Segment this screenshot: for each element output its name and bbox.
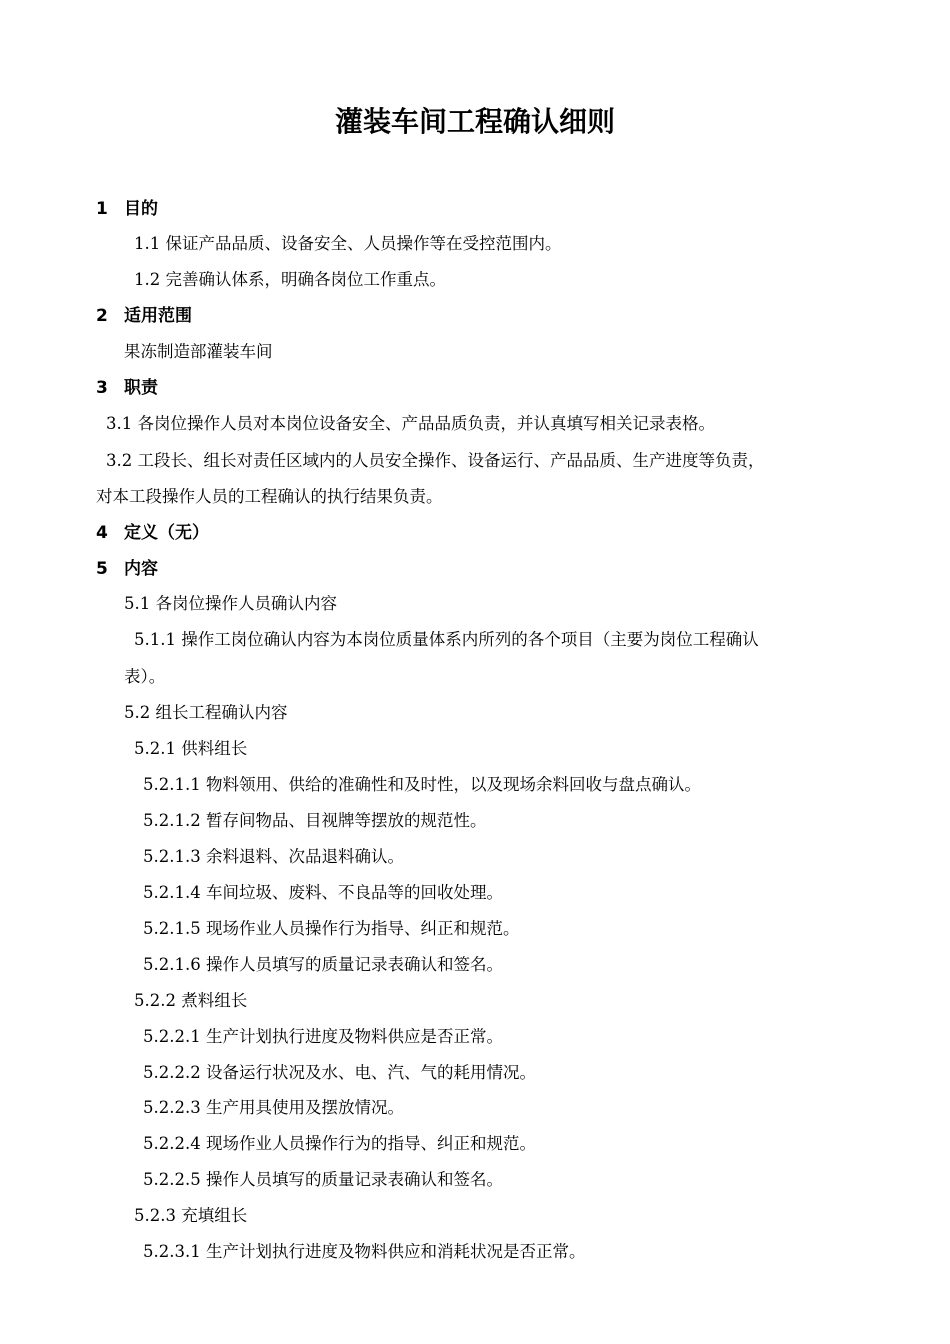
- paragraph-1-2: 1.2 完善确认体系，明确各岗位工作重点。: [134, 270, 446, 289]
- paragraph-2-body: 果冻制造部灌装车间: [124, 342, 273, 361]
- paragraph-5-1-1-line1: 5.1.1 操作工岗位确认内容为本岗位质量体系内所列的各个项目（主要为岗位工程确认: [134, 630, 759, 649]
- section-number: 1: [96, 199, 108, 219]
- paragraph-3-2-line1: 3.2 工段长、组长对责任区域内的人员安全操作、设备运行、产品品质、生产进度等负责，: [106, 451, 765, 470]
- paragraph-5-2-1-6: 5.2.1.6 操作人员填写的质量记录表确认和签名。: [143, 955, 503, 974]
- section-heading-1: [96, 197, 158, 221]
- paragraph-5-2: 5.2 组长工程确认内容: [124, 703, 288, 722]
- section-number: 2: [96, 306, 108, 326]
- paragraph-5-2-1: 5.2.1 供料组长: [134, 739, 248, 758]
- paragraph-5-2-2-2: 5.2.2.2 设备运行状况及水、电、汽、气的耗用情况。: [143, 1063, 536, 1082]
- paragraph-5-2-1-2: 5.2.1.2 暂存间物品、目视牌等摆放的规范性。: [143, 811, 487, 830]
- section-number: 5: [96, 559, 108, 579]
- section-title: 内容: [124, 559, 158, 579]
- paragraph-5-2-2-4: 5.2.2.4 现场作业人员操作行为的指导、纠正和规范。: [143, 1134, 536, 1153]
- document-title: 灌装车间工程确认细则: [334, 105, 615, 138]
- paragraph-3-2-line2: 对本工段操作人员的工程确认的执行结果负责。: [96, 487, 443, 506]
- section-heading-5: [96, 557, 158, 581]
- paragraph-3-1: 3.1 各岗位操作人员对本岗位设备安全、产品品质负责，并认真填写相关记录表格。: [106, 414, 715, 433]
- paragraph-5-2-1-3: 5.2.1.3 余料退料、次品退料确认。: [143, 847, 404, 866]
- paragraph-5-2-2-3: 5.2.2.3 生产用具使用及摆放情况。: [143, 1098, 404, 1117]
- section-heading-4: [96, 521, 209, 545]
- section-heading-2: [96, 304, 192, 328]
- section-number: 3: [96, 378, 108, 398]
- paragraph-5-2-2-1: 5.2.2.1 生产计划执行进度及物料供应是否正常。: [143, 1027, 503, 1046]
- paragraph-5-1: 5.1 各岗位操作人员确认内容: [124, 594, 337, 613]
- paragraph-5-2-1-1: 5.2.1.1 物料领用、供给的准确性和及时性，以及现场余料回收与盘点确认。: [143, 775, 701, 794]
- paragraph-5-2-3-1: 5.2.3.1 生产计划执行进度及物料供应和消耗状况是否正常。: [143, 1242, 586, 1261]
- paragraph-5-2-2: 5.2.2 煮料组长: [134, 991, 248, 1010]
- paragraph-1-1: 1.1 保证产品品质、设备安全、人员操作等在受控范围内。: [134, 234, 562, 253]
- paragraph-5-2-1-5: 5.2.1.5 现场作业人员操作行为指导、纠正和规范。: [143, 919, 520, 938]
- section-title: 职责: [124, 378, 158, 398]
- section-title: 定义（无）: [124, 523, 209, 543]
- section-title: 目的: [124, 199, 158, 219]
- section-number: 4: [96, 523, 108, 543]
- paragraph-5-2-3: 5.2.3 充填组长: [134, 1206, 248, 1225]
- paragraph-5-2-1-4: 5.2.1.4 车间垃圾、废料、不良品等的回收处理。: [143, 883, 503, 902]
- section-title: 适用范围: [124, 306, 192, 326]
- paragraph-5-2-2-5: 5.2.2.5 操作人员填写的质量记录表确认和签名。: [143, 1170, 503, 1189]
- paragraph-5-1-1-line2: 表）。: [124, 667, 166, 686]
- section-heading-3: [96, 376, 158, 400]
